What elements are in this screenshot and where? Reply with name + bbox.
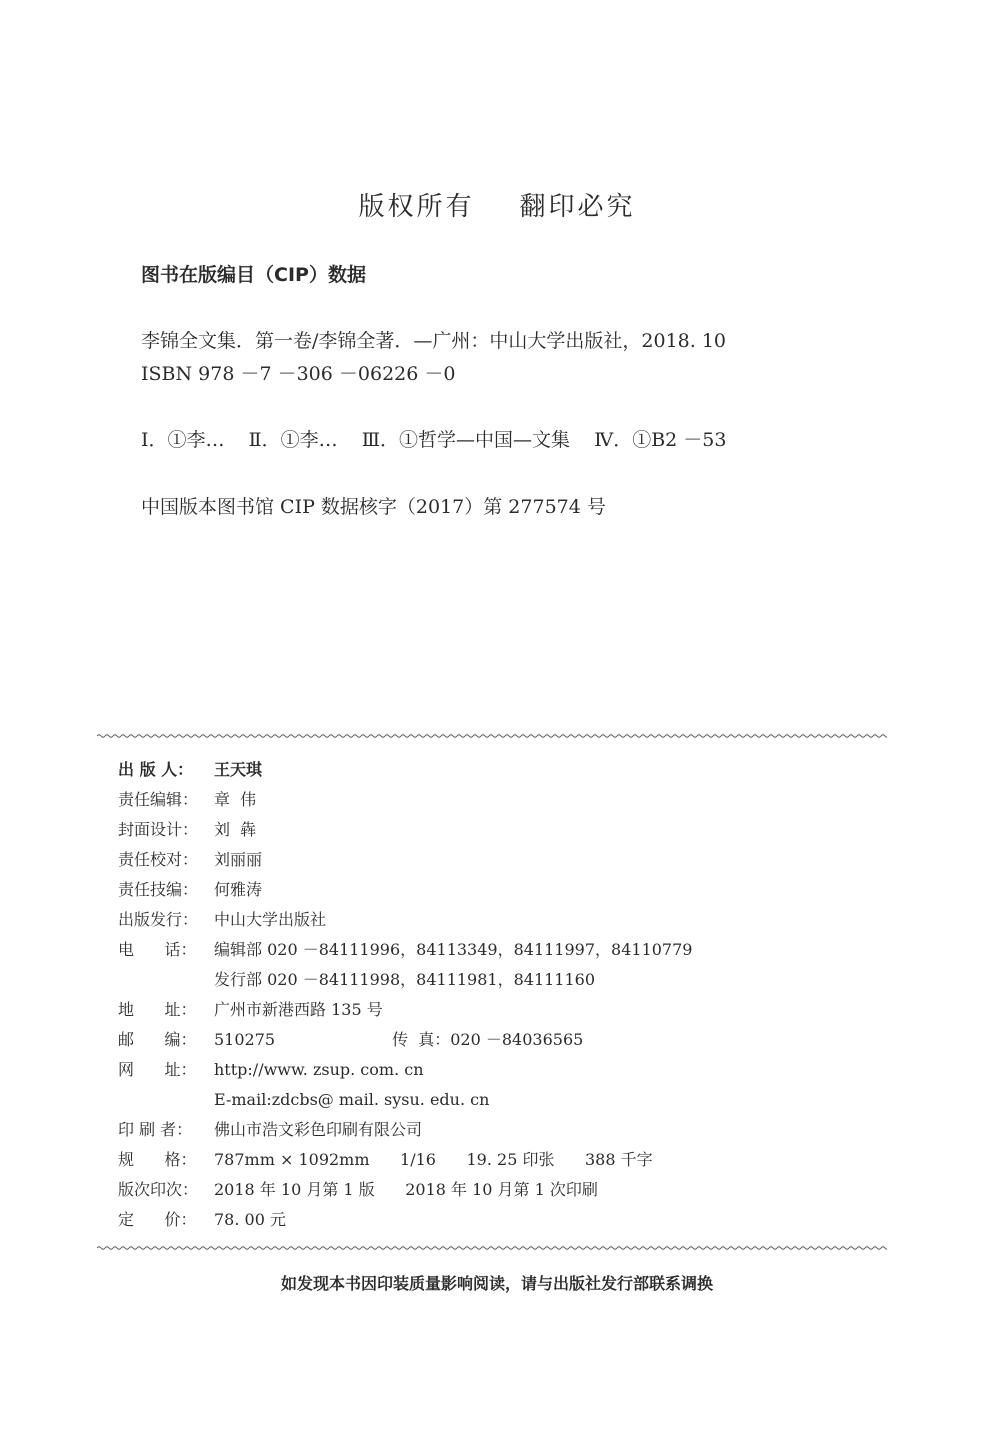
proofreader-label: 责任校对： (118, 850, 199, 869)
publication-info (118, 758, 692, 1238)
printer-row (118, 1118, 692, 1148)
footer-notice: 如发现本书因印装质量影响阅读，请与出版社发行部联系调换 (280, 1274, 713, 1293)
publisher-row (118, 758, 692, 788)
email-row (118, 1088, 692, 1118)
phone-label-spacer (118, 968, 214, 998)
address-row (118, 998, 692, 1028)
cip-classification-line: Ⅰ．①李… Ⅱ．①李… Ⅲ．①哲学—中国—文集 Ⅳ．①B2 －53 (141, 429, 727, 451)
editor-label: 责任编辑： (118, 790, 199, 809)
publisher-value: 王天琪 (214, 760, 263, 779)
website-row (118, 1058, 692, 1088)
publisher-label: 出 版 人： (118, 760, 194, 779)
address-value: 广州市新港西路 135 号 (214, 1000, 383, 1019)
email-label-spacer (118, 1088, 214, 1118)
edition-row (118, 1178, 692, 1208)
postcode-value: 510275 (214, 1030, 276, 1049)
edition-value: 2018 年 10 月第 1 版 2018 年 10 月第 1 次印刷 (214, 1180, 598, 1199)
phone-editorial-value: 编辑部 020 －84111996，84113349，84111997，84110779 (214, 940, 693, 959)
printer-label: 印 刷 者： (118, 1120, 193, 1139)
cover-designer-row (118, 818, 692, 848)
phone-label: 电 话： (118, 940, 197, 959)
technical-editor-row (118, 878, 692, 908)
printer-value: 佛山市浩文彩色印刷有限公司 (214, 1120, 423, 1139)
price-row (118, 1208, 692, 1238)
cip-record-number-line: 中国版本图书馆 CIP 数据核字（2017）第 277574 号 (141, 496, 606, 518)
website-label: 网 址： (118, 1060, 197, 1079)
price-value: 78. 00 元 (214, 1210, 286, 1229)
cip-isbn-line: ISBN 978 －7 －306 －06226 －0 (141, 363, 456, 385)
specification-value: 787mm × 1092mm 1/16 19. 25 印张 388 千字 (214, 1150, 653, 1169)
cip-heading: 图书在版编目（CIP）数据 (141, 264, 366, 286)
email-value: E-mail:zdcbs@ mail. sysu. edu. cn (214, 1090, 490, 1109)
edition-label: 版次印次： (118, 1180, 199, 1199)
cover-designer-value: 刘 犇 (214, 820, 257, 839)
specification-row (118, 1148, 692, 1178)
fax-value: 传 真：020 －84036565 (392, 1030, 584, 1049)
address-label: 地 址： (118, 1000, 197, 1019)
proofreader-value: 刘丽丽 (214, 850, 263, 869)
website-value: http://www. zsup. com. cn (214, 1060, 424, 1079)
phone-row-2 (118, 968, 692, 998)
distribution-label: 出版发行： (118, 910, 199, 929)
editor-row (118, 788, 692, 818)
price-label: 定 价： (118, 1210, 197, 1229)
technical-editor-label: 责任技编： (118, 880, 199, 899)
postcode-label: 邮 编： (118, 1030, 197, 1049)
cover-designer-label: 封面设计： (118, 820, 199, 839)
postcode-row (118, 1028, 692, 1058)
cip-title-line: 李锦全文集．第一卷/李锦全著．—广州：中山大学出版社，2018. 10 (141, 330, 727, 352)
copyright-title: 版权所有 翻印必究 (358, 192, 636, 222)
technical-editor-value: 何雅涛 (214, 880, 263, 899)
wavy-divider-bottom (97, 1244, 887, 1252)
specification-label: 规 格： (118, 1150, 197, 1169)
phone-row (118, 938, 692, 968)
distribution-row (118, 908, 692, 938)
editor-value: 章 伟 (214, 790, 257, 809)
phone-distribution-value: 发行部 020 －84111998，84111981，84111160 (214, 970, 596, 989)
wavy-divider-top (97, 732, 887, 740)
distribution-value: 中山大学出版社 (214, 910, 327, 929)
proofreader-row (118, 848, 692, 878)
